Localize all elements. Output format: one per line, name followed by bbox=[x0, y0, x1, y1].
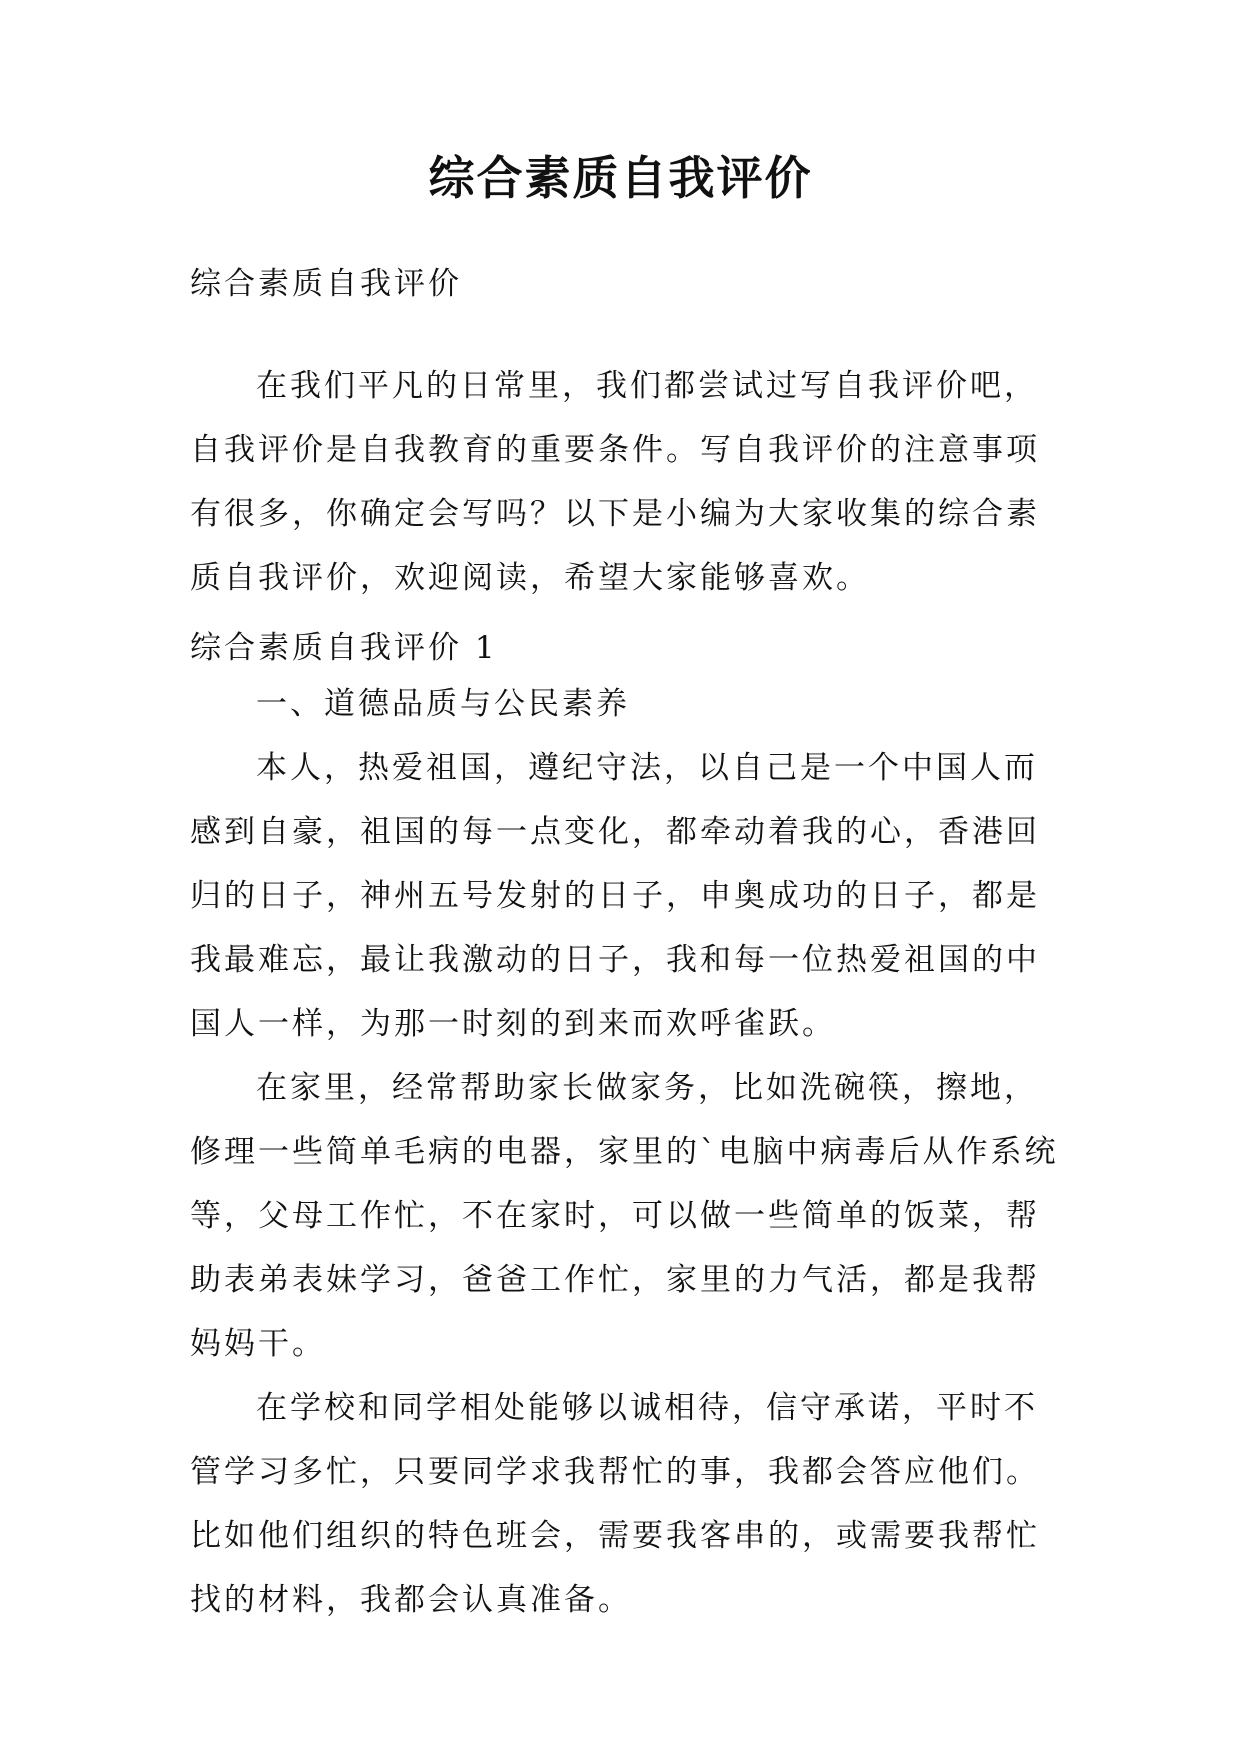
intro-text: 在我们平凡的日常里，我们都尝试过写自我评价吧，自我评价是自我教育的重要条件。写自我评价的注意事项有很多，你确定会写吗？以下是小编为大家收集的综合素质自我评价，欢迎阅读，希望大家能够喜欢。 bbox=[190, 368, 1040, 596]
section-heading: 综合素质自我评价 1 bbox=[190, 630, 498, 666]
intro-paragraph bbox=[190, 354, 1060, 610]
body-paragraphs bbox=[190, 672, 1060, 1632]
body-paragraph: 在学校和同学相处能够以诚相待，信守承诺，平时不管学习多忙，只要同学求我帮忙的事，我都会答应他们。比如他们组织的特色班会，需要我客串的，或需要我帮忙找的材料，我都会认真准备。 bbox=[190, 1390, 1040, 1618]
document-subtitle: 综合素质自我评价 bbox=[190, 266, 462, 302]
body-paragraph: 在家里，经常帮助家长做家务，比如洗碗筷，擦地，修理一些简单毛病的电器，家里的`电脑中病毒后从作系统等，父母工作忙，不在家时，可以做一些简单的饭菜，帮助表弟表妹学习，爸爸工作忙，家里的力气活，都是我帮妈妈干。 bbox=[190, 1070, 1059, 1362]
subsection-heading: 一、道德品质与公民素养 bbox=[256, 686, 630, 722]
body-paragraph: 本人，热爱祖国，遵纪守法，以自己是一个中国人而感到自豪，祖国的每一点变化，都牵动着我的心，香港回归的日子，神州五号发射的日子，申奥成功的日子，都是我最难忘，最让我激动的日子，我和每一位热爱祖国的中国人一样，为那一时刻的到来而欢呼雀跃。 bbox=[190, 750, 1040, 1042]
document-title: 综合素质自我评价 bbox=[428, 151, 813, 205]
